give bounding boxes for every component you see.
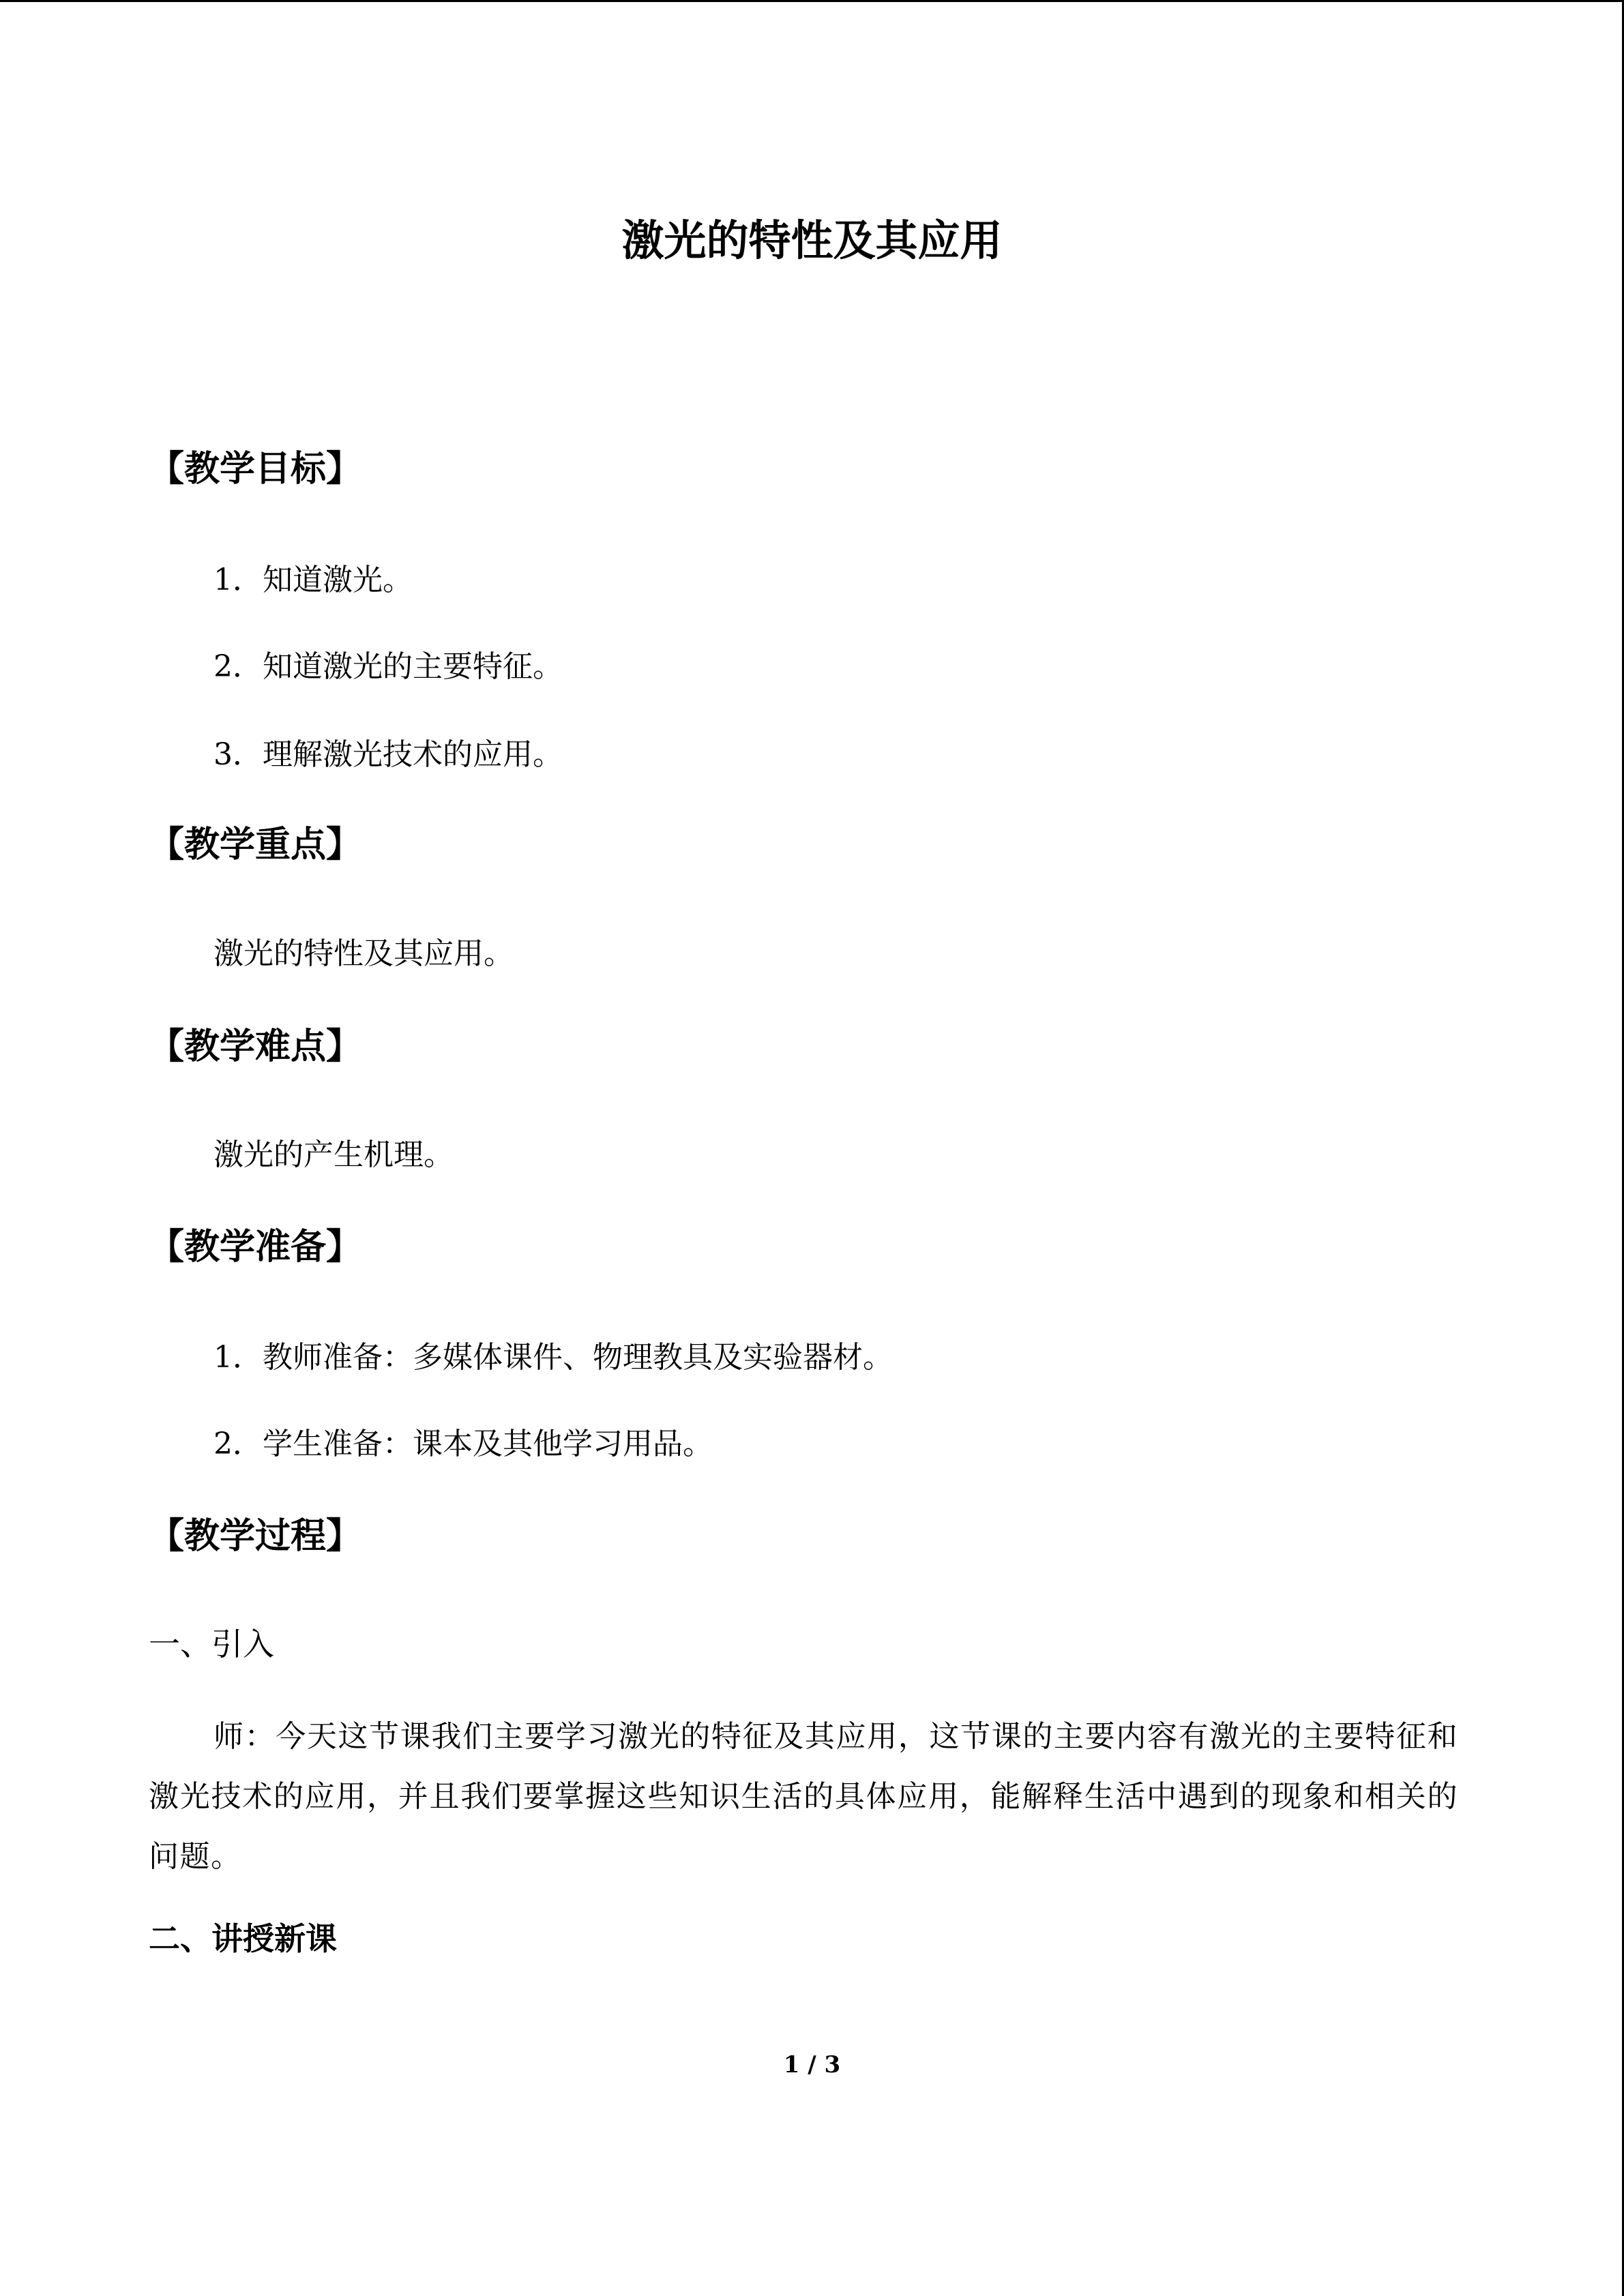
objective-item-1: 1．知道激光。 <box>213 563 413 597</box>
objective-item-2: 2．知道激光的主要特征。 <box>213 649 563 684</box>
section-heading-objectives: 【教学目标】 <box>149 448 362 490</box>
key-points-text: 激光的特性及其应用。 <box>213 936 514 971</box>
process-part1-heading: 一、引入 <box>149 1626 274 1663</box>
document-title: 激光的特性及其应用 <box>621 215 1003 265</box>
section-heading-process: 【教学过程】 <box>149 1515 362 1557</box>
section-heading-difficulties: 【教学难点】 <box>149 1026 362 1067</box>
difficulties-text: 激光的产生机理。 <box>213 1137 454 1172</box>
preparation-item-1: 1．教师准备：多媒体课件、物理教具及实验器材。 <box>213 1340 893 1375</box>
process-part2-heading: 二、讲授新课 <box>149 1920 337 1957</box>
objective-item-3: 3．理解激光技术的应用。 <box>213 737 563 772</box>
page-number: 1 / 3 <box>783 2051 841 2078</box>
preparation-item-2: 2．学生准备：课本及其他学习用品。 <box>213 1427 713 1461</box>
section-heading-preparation: 【教学准备】 <box>149 1226 362 1268</box>
process-part1-paragraph: 师：今天这节课我们主要学习激光的特征及其应用，这节课的主要内容有激光的主要特征和激光技术的应用，并且我们要掌握这些知识生活的具体应用，能解释生活中遇到的现象和相关的问题。 <box>149 1719 1458 1874</box>
section-heading-key-points: 【教学重点】 <box>149 824 362 865</box>
